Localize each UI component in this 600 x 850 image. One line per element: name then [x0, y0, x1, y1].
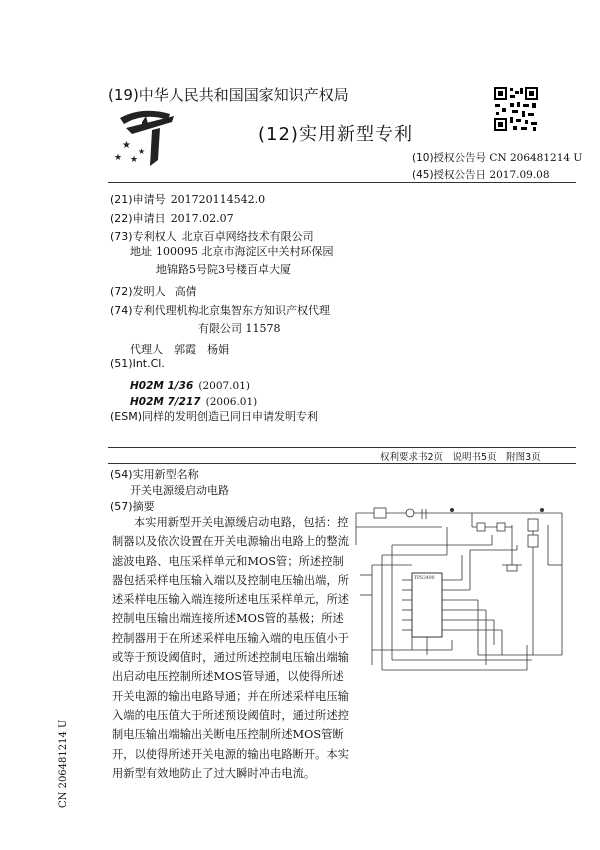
- intcl-code: H02M 7/217: [130, 396, 201, 408]
- agent-label: 代理人: [130, 343, 163, 356]
- cnipa-logo-icon: [112, 108, 182, 170]
- agents: 郭霞 杨娟: [174, 343, 230, 356]
- inventor: 高倩: [174, 285, 197, 298]
- agent-row: [130, 338, 229, 357]
- patentee-row: [110, 225, 314, 244]
- intcl-date: (2007.01): [198, 380, 250, 392]
- controller-chip-label: TPS2490: [414, 576, 435, 581]
- issuing-authority: (19)中华人民共和国国家知识产权局: [108, 86, 349, 104]
- document-type: (12)实用新型专利: [258, 124, 413, 145]
- intcl-label: (51)Int.Cl.: [110, 357, 165, 370]
- intcl-date: (2006.01): [205, 396, 258, 408]
- inventor-label: (72)发明人: [110, 285, 166, 298]
- svg-text:★: ★: [122, 140, 131, 151]
- circuit-diagram: [352, 505, 580, 680]
- header-divider: [108, 182, 576, 183]
- filing-date-row: [110, 207, 234, 226]
- application-number: 201720114542.0: [170, 193, 266, 206]
- esm-note: (ESM)同样的发明创造已同日申请发明专利: [110, 410, 319, 423]
- agency-line-2: 有限公司 11578: [198, 322, 281, 335]
- publication-number-label: (10)授权公告号: [412, 152, 487, 164]
- patentee-label: (73)专利权人: [110, 230, 177, 243]
- filing-date-label: (22)申请日: [110, 212, 166, 225]
- svg-text:★: ★: [138, 147, 146, 156]
- side-publication-number: CN 206481214 U: [58, 719, 69, 808]
- biblio-divider: [108, 447, 576, 448]
- publication-date-row: [412, 167, 550, 182]
- pages-summary: 权利要求书2页 说明书5页 附图3页: [380, 452, 541, 463]
- abstract-text: 本实用新型开关电源缓启动电路，包括：控制器以及依次设置在开关电源输出电路上的整流滤波电路、电压采样单元和MOS管；所述控制器包括采样电压输入端以及控制电压输出端，所述采样电压输入端连接所述电压采样单元，所述控制电压输出端连接所述MOS管的基极；所述控制器用于在所述采样电压输入端的电压值小于或等于预设阈值时，通过所述控制电压输出端输出启动电压控制所述MOS管导通，以使得所述开关电源的输出电路导通；并在所述采样电压输入端的电压值大于所述预设阈值时，通过所述控制电压输出端输出关断电压控制所述MOS管断开，以使得所述开关电源的输出电路断开。本实用新型有效地防止了过大瞬时冲击电流。: [112, 516, 350, 780]
- intcl-entry: [130, 390, 257, 409]
- address-line-2: 地锦路5号院3号楼百卓大厦: [156, 263, 291, 276]
- application-number-row: [110, 188, 265, 207]
- address-line-1: 100095 北京市海淀区中关村环保园: [156, 245, 334, 258]
- title-label: (54)实用新型名称: [110, 468, 199, 481]
- agency-label: (74)专利代理机构: [110, 304, 199, 317]
- utility-model-title: 开关电源缓启动电路: [130, 484, 229, 497]
- filing-date: 2017.02.07: [170, 212, 234, 225]
- patentee: 北京百卓网络技术有限公司: [181, 230, 314, 243]
- abstract-label: (57)摘要: [110, 500, 155, 513]
- publication-number: CN 206481214 U: [489, 152, 583, 164]
- qr-code-icon: [493, 86, 539, 132]
- svg-text:★: ★: [114, 153, 123, 163]
- summary-divider: [108, 463, 576, 464]
- publication-date-label: (45)授权公告日: [412, 169, 487, 181]
- address-label: 地址: [130, 245, 152, 258]
- publication-number-row: [412, 150, 582, 165]
- agency-line-1: 北京集智东方知识产权代理: [198, 304, 330, 317]
- inventor-row: [110, 280, 197, 299]
- svg-text:★: ★: [130, 155, 139, 165]
- intcl-code: H02M 1/36: [130, 380, 194, 392]
- application-number-label: (21)申请号: [110, 193, 166, 206]
- publication-date: 2017.09.08: [489, 169, 550, 181]
